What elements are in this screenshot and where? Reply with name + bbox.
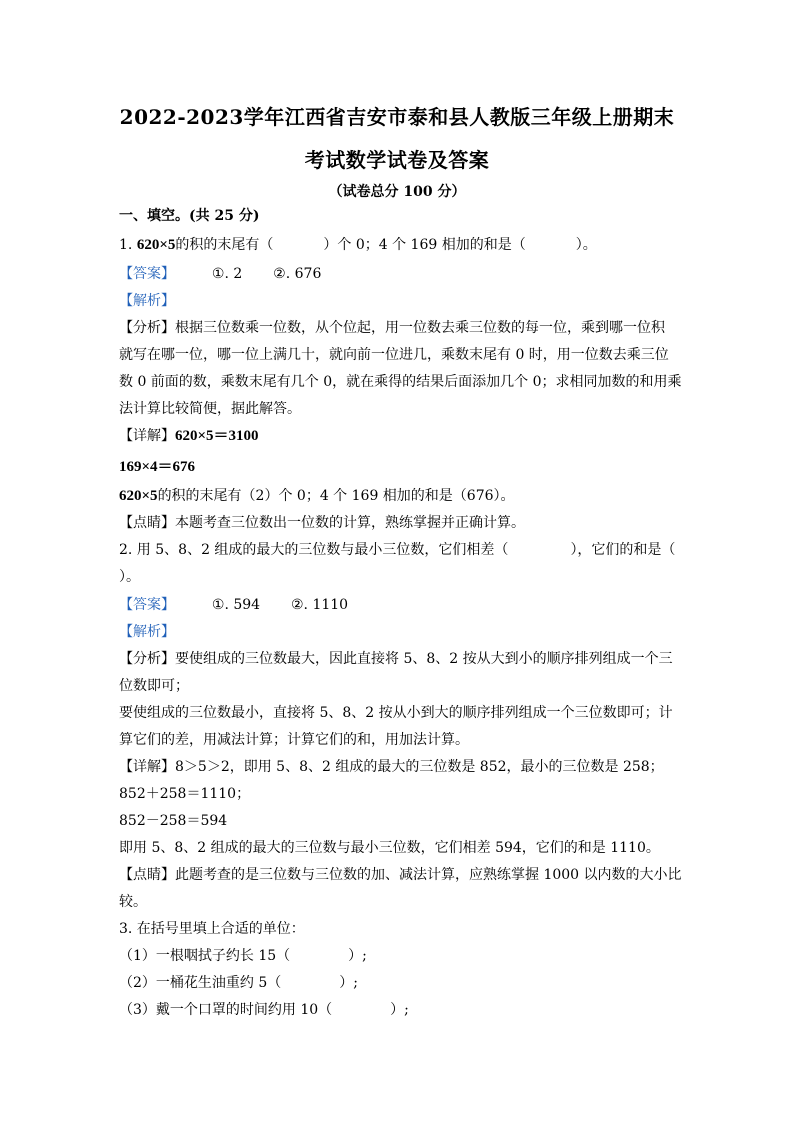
- question-3-item: [119, 947, 367, 965]
- detail-text: 8＞5＞2，即用 5、8、2 组成的最大的三位数是 852，最小的三位数是 258；: [175, 759, 664, 775]
- analysis-line: 就写在哪一位，哪一位上满几十，就向前一位进几，乘数末尾有 0 时，用一位数去乘三位: [119, 347, 669, 363]
- fenxi-label: 【分析】: [119, 651, 175, 667]
- answer-value: ②. 676: [273, 266, 322, 282]
- question-3-item: [119, 1001, 409, 1019]
- fenxi-text: 要使组成的三位数最大，因此直接将 5、8、2 按从大到小的顺序排列组成一个三: [175, 651, 673, 667]
- detail-line: 852－258＝594: [119, 813, 228, 829]
- item-text: （3）戴一个口罩的时间约用 10（: [119, 1002, 333, 1018]
- detail-label: 【详解】: [119, 428, 175, 444]
- comment-text: 本题考查三位数出一位数的计算，熟练掌握并正确计算。: [175, 515, 525, 531]
- answer-value: ②. 1110: [291, 597, 349, 613]
- stem-text: 2. 用 5、8、2 组成的最大的三位数与最小三位数，它们相差（: [119, 542, 509, 558]
- question-2-stem-cont: ）。: [119, 569, 140, 585]
- score-note: （试卷总分 100 分）: [328, 184, 466, 200]
- analysis-line: 数 0 前面的数，乘数末尾有几个 0，就在乘得的结果后面添加几个 0；求相同加数的和用乘: [119, 374, 682, 390]
- analysis-line: 位数即可；: [119, 678, 189, 694]
- comment-text: 此题考查的是三位数与三位数的加、减法计算，应熟练掌握 1000 以内数的大小比: [175, 867, 682, 883]
- conclusion-line: [119, 487, 515, 505]
- analysis-label: 【解析】: [119, 293, 175, 309]
- detail-line: 即用 5、8、2 组成的最大的三位数与最小三位数，它们相差 594，它们的和是 1110。: [119, 840, 660, 856]
- stem-text: ）。: [575, 237, 597, 253]
- stem-text: ）个 0；4 个 169 相加的和是（: [323, 237, 526, 253]
- document-title-line-1: 2022-2023学年江西省吉安市泰和县人教版三年级上册期末: [119, 105, 675, 129]
- math-expression: 620×5: [136, 237, 176, 253]
- answer-line: [119, 596, 348, 614]
- math-expression: 620×5: [119, 488, 158, 504]
- question-1-stem: [119, 236, 597, 254]
- item-text: ）;: [339, 975, 358, 991]
- analysis-line: [119, 319, 665, 337]
- comment-line: 较。: [119, 894, 147, 910]
- calculation: 169×4＝676: [119, 459, 196, 475]
- answer-label: 【答案】: [119, 597, 175, 613]
- detail-line: [119, 427, 259, 445]
- question-2-stem: [119, 541, 675, 559]
- analysis-line: 要使组成的三位数最小，直接将 5、8、2 按从小到大的顺序排列组成一个三位数即可；计: [119, 705, 673, 721]
- question-3-stem: 3. 在括号里填上合适的单位：: [119, 921, 305, 937]
- detail-label: 【详解】: [119, 759, 175, 775]
- item-text: （1）一根咽拭子约长 15（: [119, 948, 291, 964]
- item-text: （2）一桶花生油重约 5（: [119, 975, 282, 991]
- stem-text: 的积的末尾有（: [175, 237, 274, 253]
- question-number: 1.: [119, 237, 133, 253]
- section-heading: 一、填空。(共 25 分): [119, 208, 260, 224]
- comment-label: 【点睛】: [119, 867, 175, 883]
- conclusion-text: 的积的末尾有（2）个 0；4 个 169 相加的和是（676）。: [157, 488, 515, 504]
- answer-line: [119, 265, 321, 283]
- analysis-label: 【解析】: [119, 624, 175, 640]
- calculation: 620×5＝3100: [175, 428, 259, 444]
- answer-value: ①. 594: [211, 597, 261, 613]
- analysis-line: 算它们的差，用减法计算；计算它们的和，用加法计算。: [119, 732, 469, 748]
- analysis-line: 法计算比较简便，据此解答。: [119, 401, 301, 417]
- detail-line: 852＋258＝1110；: [119, 786, 251, 802]
- item-text: ）;: [348, 948, 367, 964]
- document-title-line-2: 考试数学试卷及答案: [304, 148, 490, 172]
- answer-value: ①. 2: [211, 266, 243, 282]
- answer-label: 【答案】: [119, 266, 175, 282]
- question-3-item: [119, 974, 358, 992]
- stem-text: ），它们的和是（: [570, 542, 676, 558]
- comment-label: 【点睛】: [119, 515, 175, 531]
- comment-line: [119, 514, 525, 532]
- comment-line: [119, 866, 682, 884]
- item-text: ）;: [390, 1002, 409, 1018]
- fenxi-label: 【分析】: [119, 320, 175, 336]
- analysis-line: [119, 650, 673, 668]
- detail-line: [119, 758, 664, 776]
- fenxi-text: 根据三位数乘一位数，从个位起，用一位数去乘三位数的每一位，乘到哪一位积: [175, 320, 665, 336]
